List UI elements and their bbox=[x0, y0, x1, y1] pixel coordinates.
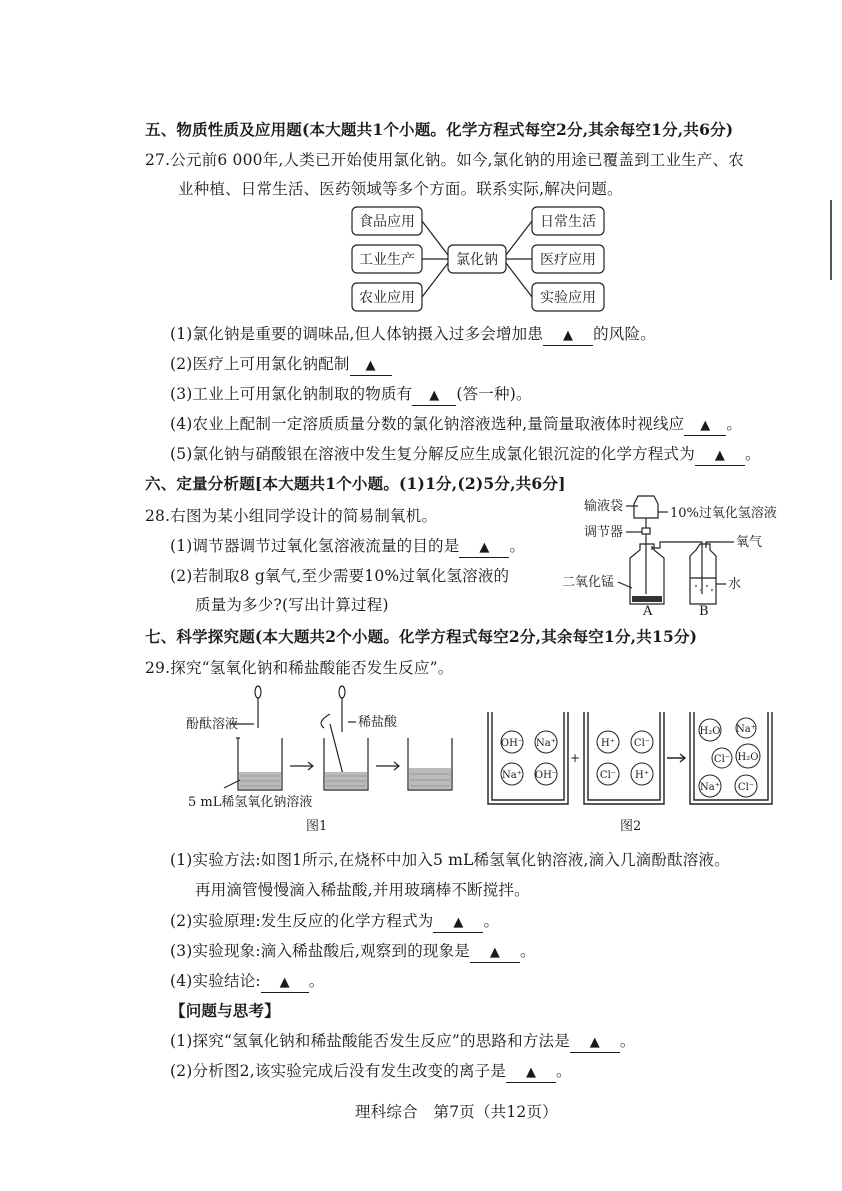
q29-method-line1: (1)实验方法:如图1所示,在烧杯中加入5 mL稀氢氧化钠溶液,滴入几滴酚酞溶液。 bbox=[170, 851, 730, 869]
ion-label: Na⁺ bbox=[536, 738, 556, 749]
q27-stem-line1: 27.公元前6 000年,人类已开始使用氯化钠。如今,氯化钠的用途已覆盖到工业生产、农 bbox=[145, 151, 744, 169]
q27-sub4: (4)农业上配制一定溶质质量分数的氯化钠溶液选种,量筒量取液体时视线应 ▲ 。 bbox=[170, 412, 742, 436]
figure1-caption: 图1 bbox=[306, 819, 328, 834]
label-iv-bag: 输液袋 bbox=[584, 499, 624, 514]
q29-principle: (2)实验原理:发生反应的化学方程式为 ▲ 。 bbox=[170, 909, 499, 933]
label-h2o2-solution: 10%过氧化氢溶液 bbox=[670, 506, 777, 521]
ion-label: Na⁺ bbox=[736, 724, 756, 735]
ion-label: Cl⁻ bbox=[713, 754, 731, 765]
answer-blank[interactable]: ▲ bbox=[570, 1032, 620, 1053]
q29-method-line2: 再用滴管慢慢滴入稀盐酸,并用玻璃棒不断搅拌。 bbox=[195, 881, 530, 899]
label-oxygen: 氧气 bbox=[736, 535, 763, 550]
answer-blank[interactable]: ▲ bbox=[470, 942, 520, 963]
answer-blank[interactable]: ▲ bbox=[412, 385, 456, 406]
plus-sign: + bbox=[569, 751, 581, 765]
sodium-chloride-uses-diagram bbox=[350, 205, 610, 313]
q27-sub1: (1)氯化钠是重要的调味品,但人体钠摄入过多会增加患 ▲ 的风险。 bbox=[170, 322, 656, 346]
q27-stem-line2: 业种植、日常生活、医药领域等多个方面。联系实际,解决问题。 bbox=[178, 180, 623, 198]
oxygen-generator-figure bbox=[560, 494, 790, 616]
answer-blank[interactable]: ▲ bbox=[350, 355, 392, 376]
ion-label: Na⁺ bbox=[700, 782, 720, 793]
label-hydrochloric-acid: 稀盐酸 bbox=[358, 715, 398, 730]
figure2-ion-containers bbox=[484, 712, 776, 838]
label-mno2: 二氧化锰 bbox=[562, 575, 615, 590]
answer-blank[interactable]: ▲ bbox=[459, 537, 509, 558]
q28-sub1: (1)调节器调节过氧化氢溶液流量的目的是 ▲ 。 bbox=[170, 534, 525, 558]
scan-edge-mark bbox=[830, 200, 832, 280]
answer-blank[interactable]: ▲ bbox=[506, 1062, 556, 1083]
ion-label: H₂O bbox=[737, 752, 759, 763]
section7-heading: 七、科学探究题(本大题共2个小题。化学方程式每空2分,其余每空1分,共15分) bbox=[145, 627, 698, 646]
diagram-center: 氯化钠 bbox=[456, 252, 498, 268]
label-water: 水 bbox=[728, 577, 742, 592]
section5-heading: 五、物质性质及应用题(本大题共1个小题。化学方程式每空2分,其余每空1分,共6分) bbox=[145, 120, 734, 139]
diagram-right-item: 医疗应用 bbox=[540, 252, 596, 268]
label-regulator: 调节器 bbox=[584, 525, 624, 540]
answer-blank[interactable]: ▲ bbox=[695, 445, 745, 466]
label-bottle-b: B bbox=[699, 604, 709, 616]
section6-heading: 六、定量分析题[本大题共1个小题。(1)1分,(2)5分,共6分] bbox=[145, 474, 566, 493]
ion-label: OH⁻ bbox=[534, 770, 558, 781]
q29-think2: (2)分析图2,该实验完成后没有发生改变的离子是 ▲ 。 bbox=[170, 1059, 572, 1083]
q27-sub3: (3)工业上可用氯化钠制取的物质有 ▲ (答一种)。 bbox=[170, 382, 532, 406]
diagram-left-item: 农业应用 bbox=[359, 290, 415, 306]
q28-sub2-line1: (2)若制取8 g氧气,至少需要10%过氧化氢溶液的 bbox=[170, 567, 510, 585]
diagram-right-item: 日常生活 bbox=[540, 214, 596, 230]
diagram-left-item: 工业生产 bbox=[359, 252, 415, 268]
ion-label: H₂O bbox=[699, 726, 721, 737]
q29-stem: 29.探究“氢氧化钠和稀盐酸能否发生反应”。 bbox=[145, 659, 454, 677]
answer-blank[interactable]: ▲ bbox=[543, 325, 593, 346]
q29-think1: (1)探究“氢氧化钠和稀盐酸能否发生反应”的思路和方法是 ▲ 。 bbox=[170, 1029, 636, 1053]
ion-label: H⁺ bbox=[601, 738, 615, 749]
ion-label: OH⁻ bbox=[500, 738, 524, 749]
q27-sub2: (2)医疗上可用氯化钠配制 ▲ bbox=[170, 352, 392, 376]
page-footer: 理科综合 第7页（共12页） bbox=[355, 1103, 558, 1121]
answer-blank[interactable]: ▲ bbox=[684, 415, 726, 436]
q29-phenomenon: (3)实验现象:滴入稀盐酸后,观察到的现象是 ▲ 。 bbox=[170, 939, 536, 963]
think-heading: 【问题与思考】 bbox=[170, 1001, 280, 1020]
q28-stem: 28.右图为某小组同学设计的简易制氧机。 bbox=[145, 507, 438, 525]
label-phenolphthalein: 酚酞溶液 bbox=[186, 717, 239, 732]
ion-label: Na⁺ bbox=[502, 770, 522, 781]
ion-label: Cl⁻ bbox=[737, 782, 755, 793]
figure1-beakers bbox=[180, 684, 470, 834]
q29-conclusion: (4)实验结论: ▲ 。 bbox=[170, 969, 324, 993]
ion-label: H⁺ bbox=[635, 770, 649, 781]
diagram-right-item: 实验应用 bbox=[540, 290, 596, 306]
answer-blank[interactable]: ▲ bbox=[261, 972, 309, 993]
q28-sub2-line2: 质量为多少?(写出计算过程) bbox=[195, 596, 389, 614]
label-naoh-solution: 5 mL稀氢氧化钠溶液 bbox=[188, 795, 313, 810]
figure2-caption: 图2 bbox=[620, 819, 642, 834]
answer-blank[interactable]: ▲ bbox=[433, 912, 483, 933]
q27-sub5: (5)氯化钠与硝酸银在溶液中发生复分解反应生成氯化银沉淀的化学方程式为 ▲ 。 bbox=[170, 442, 761, 466]
ion-label: Cl⁻ bbox=[633, 738, 651, 749]
diagram-left-item: 食品应用 bbox=[359, 214, 415, 230]
label-bottle-a: A bbox=[643, 604, 653, 616]
ion-label: Cl⁻ bbox=[599, 770, 617, 781]
